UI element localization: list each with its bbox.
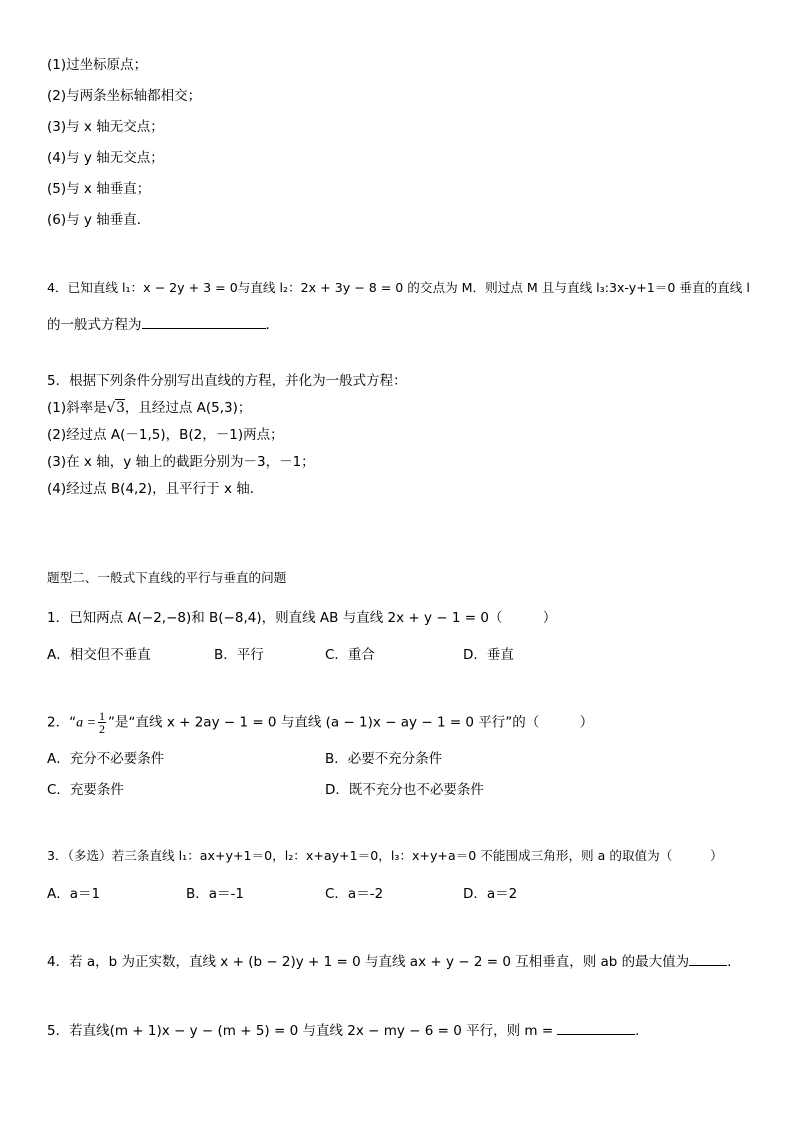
s2q3-option-a[interactable]: A．a＝1 — [47, 886, 101, 902]
q3-part-1: (1)过坐标原点； — [47, 57, 148, 73]
q5-part-1 — [47, 399, 251, 417]
q4-prefix: 的一般式方程为 — [47, 317, 142, 333]
s2q2-option-d[interactable]: D．既不充分也不必要条件 — [325, 782, 484, 798]
s2q5-stem — [47, 1021, 639, 1040]
s2q3-option-c[interactable]: C．a＝-2 — [325, 886, 384, 902]
section-title: 题型二、一般式下直线的平行与垂直的问题 — [47, 570, 287, 585]
s2q1-option-c[interactable]: C．重合 — [325, 647, 375, 663]
s2q5-stem-text: 5．若直线(m + 1)x − y − (m + 5) = 0 与直线 2x − my − 6 = 0 平行，则 m = — [47, 1023, 554, 1039]
q3-part-2: (2)与两条坐标轴都相交； — [47, 88, 202, 104]
q3-part-5: (5)与 x 轴垂直； — [47, 181, 151, 197]
s2q5-answer-blank[interactable] — [557, 1021, 635, 1035]
q4-suffix: ． — [265, 317, 279, 333]
sqrt-symbol: √3 — [106, 400, 125, 416]
q5-part-2: (2)经过点 A(－1,5)，B(2，－1)两点； — [47, 427, 284, 443]
s2q4-answer-blank[interactable] — [689, 952, 727, 966]
s2q4-stem — [47, 952, 731, 971]
s2q2-prefix: 2．“ — [47, 714, 77, 731]
s2q2-option-c[interactable]: C．充要条件 — [47, 782, 124, 798]
s2q1-stem: 1．已知两点 A(−2,−8)和 B(−8,4)，则直线 AB 与直线 2x + y − 1 = 0（ ） — [47, 610, 557, 626]
q5-part-4: (4)经过点 B(4,2)，且平行于 x 轴． — [47, 481, 264, 497]
s2q2-var-a: a = — [76, 715, 97, 731]
q4-stem-line1: 4．已知直线 l₁：x − 2y + 3 = 0与直线 l₂：2x + 3y − 8 = 0 的交点为 M．则过点 M 且与直线 l₃:3x-y+1＝0 垂直的直线 l — [47, 280, 750, 295]
s2q3-option-b[interactable]: B．a＝-1 — [186, 886, 244, 902]
s2q2-option-a[interactable]: A．充分不必要条件 — [47, 751, 165, 767]
s2q3-option-d[interactable]: D．a＝2 — [463, 886, 518, 902]
fraction-one-half — [98, 710, 106, 735]
s2q4-suffix: . — [727, 954, 732, 970]
fraction-numerator: 1 — [99, 709, 106, 723]
q5-part-3: (3)在 x 轴，y 轴上的截距分别为－3，－1； — [47, 454, 315, 470]
fraction-denominator: 2 — [99, 722, 106, 736]
s2q3-stem: 3．（多选）若三条直线 l₁：ax+y+1＝0，l₂：x+ay+1＝0，l₃：x+y+a＝0 不能围成三角形，则 a 的取值为（ ） — [47, 848, 723, 863]
q3-part-6: (6)与 y 轴垂直． — [47, 212, 151, 228]
s2q1-option-b[interactable]: B．平行 — [214, 647, 264, 663]
q5-part-1-suffix: ，且经过点 A(5,3)； — [124, 400, 252, 416]
q3-part-3: (3)与 x 轴无交点； — [47, 119, 164, 135]
s2q5-suffix: . — [635, 1023, 640, 1039]
s2q2-option-b[interactable]: B．必要不充分条件 — [325, 751, 443, 767]
q5-part-1-prefix: (1)斜率是 — [47, 400, 107, 416]
s2q4-stem-text: 4．若 a，b 为正实数，直线 x + (b − 2)y + 1 = 0 与直线 ax + y − 2 = 0 互相垂直，则 ab 的最大值为 — [47, 954, 690, 970]
q3-part-4: (4)与 y 轴无交点； — [47, 150, 164, 166]
s2q2-suffix: ”是“直线 x + 2ay − 1 = 0 与直线 (a − 1)x − ay − 1 = 0 平行”的（ ） — [108, 714, 594, 731]
s2q1-option-a[interactable]: A．相交但不垂直 — [47, 647, 151, 663]
q5-title: 5．根据下列条件分别写出直线的方程，并化为一般式方程： — [47, 373, 407, 389]
q4-answer-blank[interactable] — [142, 315, 266, 329]
s2q2-stem — [47, 710, 593, 735]
q4-stem-line2 — [47, 315, 279, 334]
s2q1-option-d[interactable]: D．垂直 — [463, 647, 514, 663]
sqrt-radicand: 3 — [116, 400, 125, 416]
